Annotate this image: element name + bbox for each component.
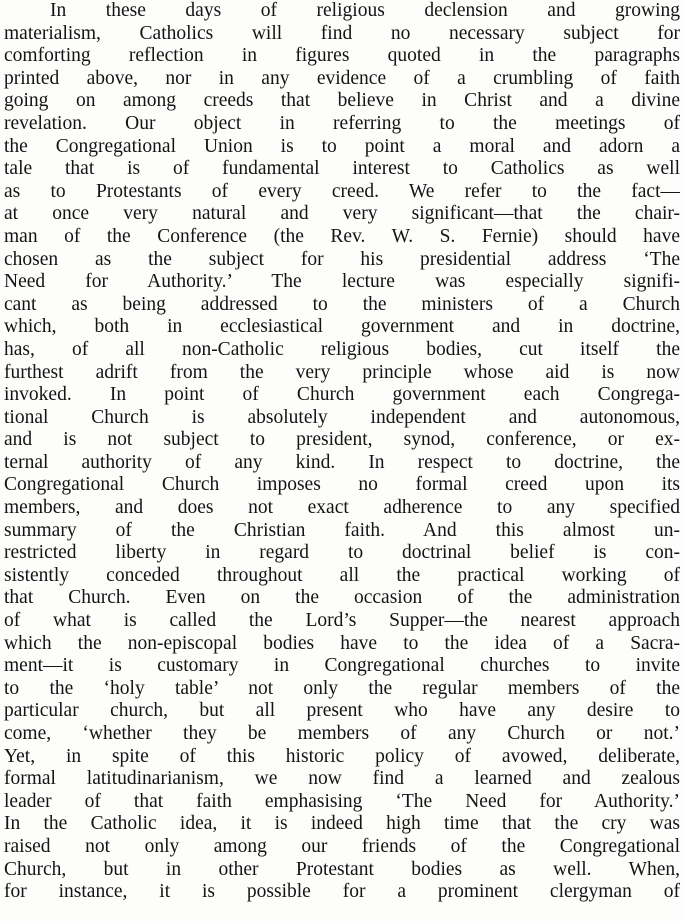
article-line: of what is called the Lord’s Supper—the nearest approach xyxy=(4,610,680,632)
article-line: restricted liberty in regard to doctrinal belief is con- xyxy=(4,542,680,564)
article-line: chosen as the subject for his presidential address ‘The xyxy=(4,248,680,270)
article-column xyxy=(4,0,680,904)
article-line: particular church, but all present who have any desire to xyxy=(4,700,680,722)
article-line: tale that is of fundamental interest to Catholics as well xyxy=(4,158,680,180)
article-line: to the ‘holy table’ not only the regular members of the xyxy=(4,677,680,699)
article-line: invoked. In point of Church government each Congrega- xyxy=(4,384,680,406)
article-line: leader of that faith emphasising ‘The Need for Authority.’ xyxy=(4,790,680,812)
article-line: In these days of religious declension and growing xyxy=(50,0,680,21)
article-line: for instance, it is possible for a prominent clergyman of xyxy=(4,881,680,903)
article-line: raised not only among our friends of the Congregational xyxy=(4,835,680,857)
article-line: sistently conceded throughout all the practical working of xyxy=(4,564,680,586)
article-line: Congregational Church imposes no formal creed upon its xyxy=(4,474,680,496)
article-line: In the Catholic idea, it is indeed high time that the cry was xyxy=(4,813,680,835)
article-line: and is not subject to president, synod, conference, or ex- xyxy=(4,429,680,451)
article-line: summary of the Christian faith. And this almost un- xyxy=(4,519,680,541)
article-line: has, of all non-Catholic religious bodies, cut itself the xyxy=(4,338,680,360)
article-line: at once very natural and very significant—that the chair- xyxy=(4,203,680,225)
article-line: tional Church is absolutely independent and autonomous, xyxy=(4,406,680,428)
article-line: Church, but in other Protestant bodies as well. When, xyxy=(4,858,680,880)
article-line: which the non-episcopal bodies have to the idea of a Sacra- xyxy=(4,632,680,654)
article-line: materialism, Catholics will find no necessary subject for xyxy=(4,22,680,44)
article-line: come, ‘whether they be members of any Church or not.’ xyxy=(4,723,680,744)
article-line: cant as being addressed to the ministers of a Church xyxy=(4,293,680,315)
article-line: ment—it is customary in Congregational churches to invite xyxy=(4,655,680,677)
article-line: which, both in ecclesiastical government and in doctrine, xyxy=(4,316,680,338)
article-line: furthest adrift from the very principle whose aid is now xyxy=(4,361,680,383)
article-line: the Congregational Union is to point a moral and adorn a xyxy=(4,135,680,157)
article-line: Need for Authority.’ The lecture was especially signifi- xyxy=(4,271,680,293)
article-line: as to Protestants of every creed. We refer to the fact— xyxy=(4,180,680,202)
article-line: revelation. Our object in referring to the meetings of xyxy=(4,112,680,134)
article-line: ternal authority of any kind. In respect to doctrine, the xyxy=(4,451,680,473)
article-line: printed above, nor in any evidence of a crumbling of faith xyxy=(4,67,680,89)
article-line: Yet, in spite of this historic policy of avowed, deliberate, xyxy=(4,745,680,767)
article-line: that Church. Even on the occasion of the administration xyxy=(4,587,680,609)
article-line: going on among creeds that believe in Christ and a divine xyxy=(4,90,680,112)
article-line: comforting reflection in figures quoted in the paragraphs xyxy=(4,45,680,67)
article-line: man of the Conference (the Rev. W. S. Fernie) should have xyxy=(4,225,680,247)
article-line: members, and does not exact adherence to any specified xyxy=(4,497,680,519)
article-line: formal latitudinarianism, we now find a learned and zealous xyxy=(4,768,680,790)
